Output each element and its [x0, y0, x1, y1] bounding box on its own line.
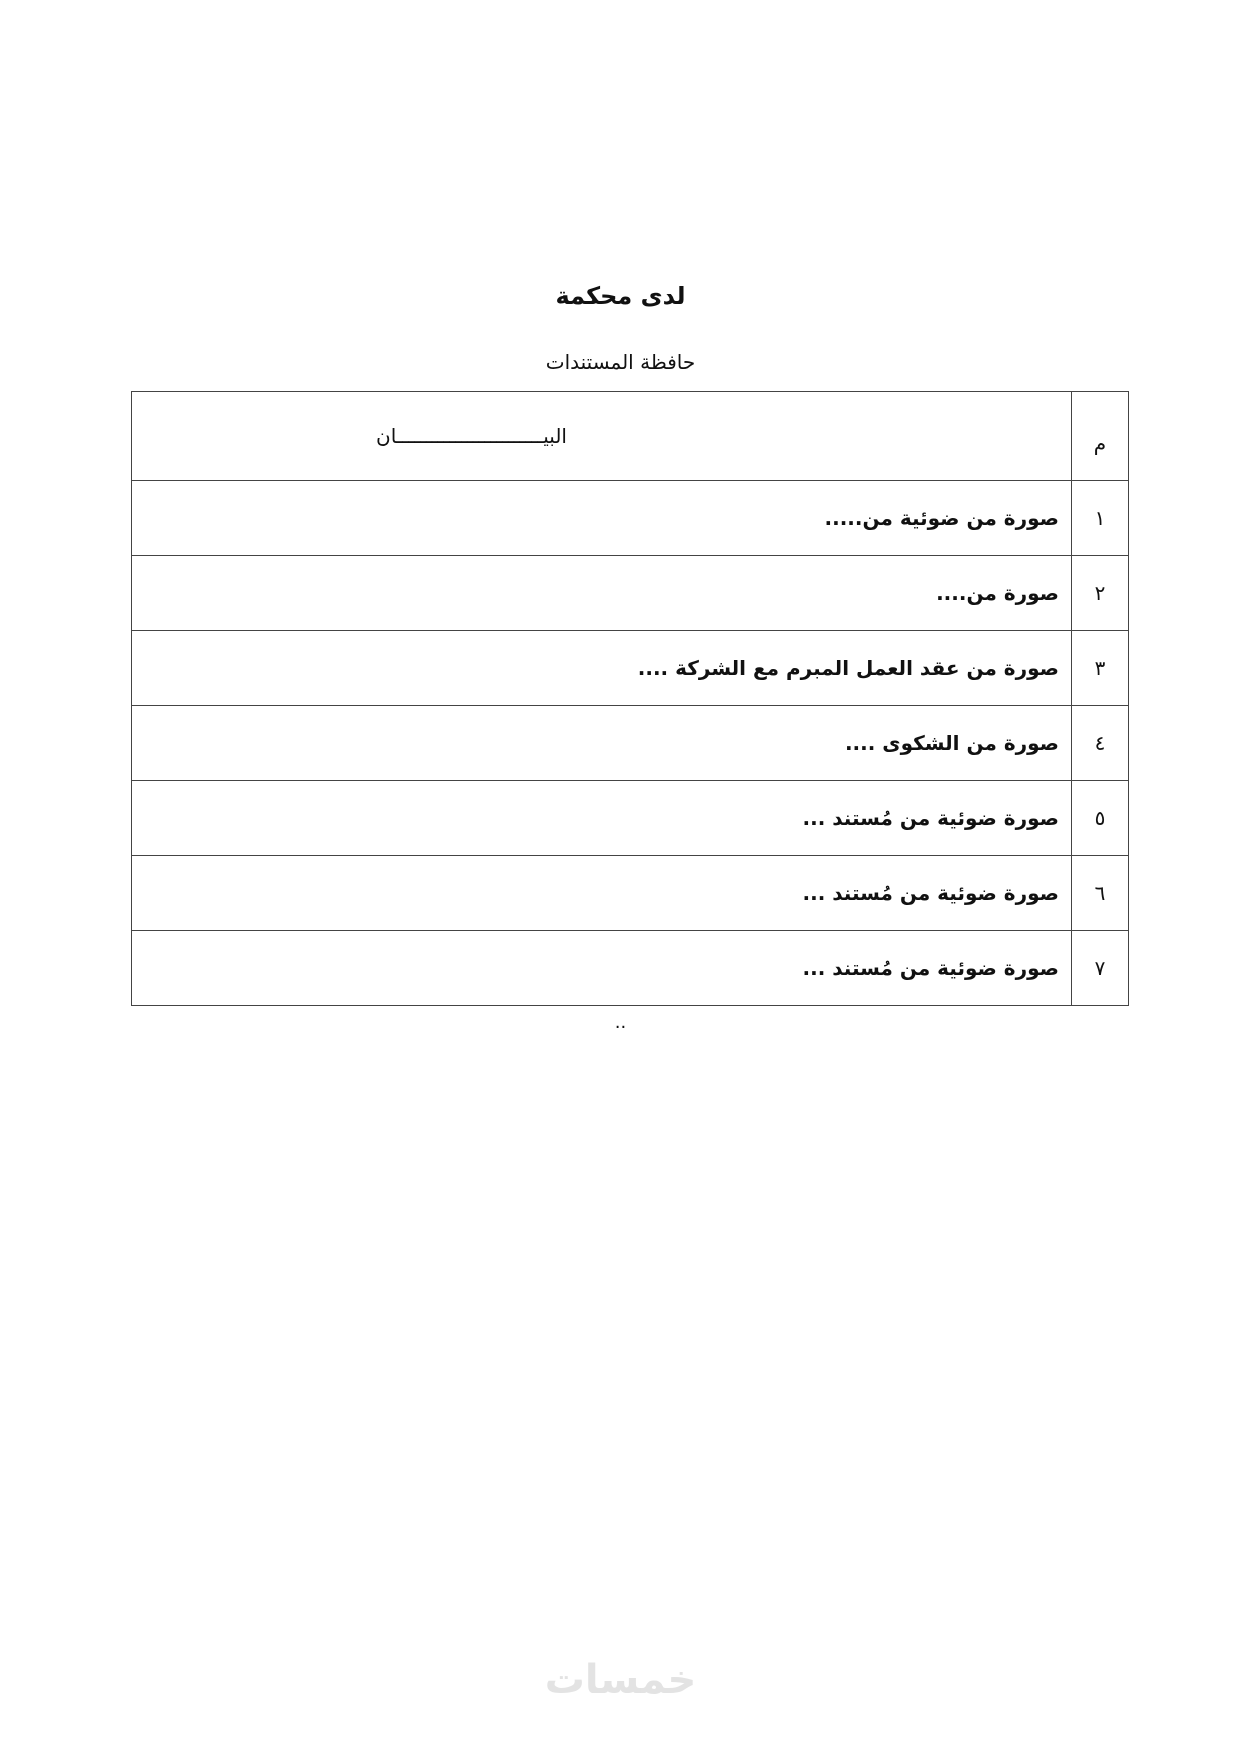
- header-description-label: البيـــــــــــــــــــــــــان: [376, 424, 567, 448]
- table-row: [132, 481, 1129, 556]
- header-description-cell: [132, 392, 1072, 481]
- row-description-cell: صورة من....: [132, 556, 1072, 631]
- table-row: [132, 931, 1129, 1006]
- row-number-cell: ١: [1072, 481, 1129, 556]
- row-number-cell: ٦: [1072, 856, 1129, 931]
- row-number-cell: ٧: [1072, 931, 1129, 1006]
- table-row: [132, 856, 1129, 931]
- watermark-logo: خمسات: [544, 1657, 697, 1703]
- row-description-cell: صورة ضوئية من مُستند ...: [132, 856, 1072, 931]
- table-row: [132, 556, 1129, 631]
- trailing-dots: ..: [614, 1012, 627, 1033]
- row-description-cell: صورة من الشكوى ....: [132, 706, 1072, 781]
- row-description-cell: صورة ضوئية من مُستند ...: [132, 781, 1072, 856]
- row-number-cell: ٢: [1072, 556, 1129, 631]
- row-description-cell: صورة ضوئية من مُستند ...: [132, 931, 1072, 1006]
- table-row: [132, 781, 1129, 856]
- table-row: [132, 631, 1129, 706]
- document-title: لدى محكمة: [555, 282, 686, 310]
- row-number-cell: ٤: [1072, 706, 1129, 781]
- row-number-cell: ٣: [1072, 631, 1129, 706]
- documents-table: [131, 391, 1129, 1006]
- header-number-cell: م: [1072, 392, 1129, 481]
- row-description-cell: صورة من ضوئية من.....: [132, 481, 1072, 556]
- document-subtitle: حافظة المستندات: [545, 350, 696, 374]
- table-header-row: [132, 392, 1129, 481]
- row-description-cell: صورة من عقد العمل المبرم مع الشركة ....: [132, 631, 1072, 706]
- table-row: [132, 706, 1129, 781]
- row-number-cell: ٥: [1072, 781, 1129, 856]
